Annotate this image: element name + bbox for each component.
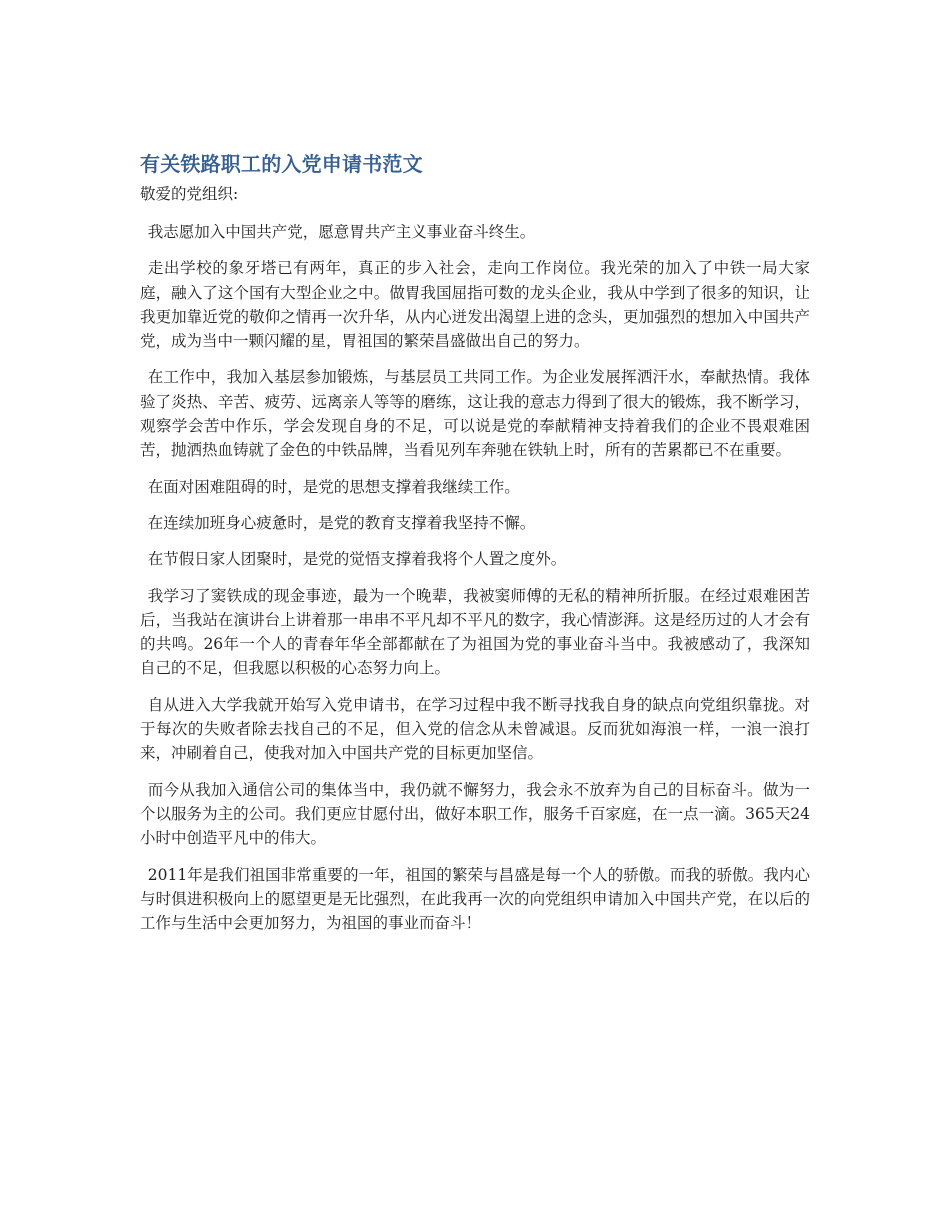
paragraph: 在工作中，我加入基层参加锻炼，与基层员工共同工作。为企业发展挥洒汗水，奉献热情。我体验了炎热、辛苦、疲劳、远离亲人等等的磨练，这让我的意志力得到了很大的锻炼，我不断学习，观察学会苦中作乐，学会发现自身的不足，可以说是党的奉献精神支持着我们的企业不畏艰难困苦，抛洒热血铸就了金色的中铁品牌，当看见列车奔驰在铁轨上时，所有的苦累都已不在重要。 xyxy=(140,368,810,460)
document-page xyxy=(140,148,810,947)
paragraph: 在面对困难阻碍的时，是党的思想支撑着我继续工作。 xyxy=(147,477,520,496)
paragraph: 2011年是我们祖国非常重要的一年，祖国的繁荣与昌盛是每一个人的骄傲。而我的骄傲。我内心与时俱进积极向上的愿望更是无比强烈，在此我再一次的向党组织申请加入中国共产党，在以后的工作与生活中会更加努力，为祖国的事业而奋斗！ xyxy=(140,865,810,933)
paragraph: 在连续加班身心疲惫时，是党的教育支撑着我坚持不懈。 xyxy=(147,513,536,532)
salutation: 敬爱的党组织: xyxy=(140,185,239,203)
paragraph: 自从进入大学我就开始写入党申请书，在学习过程中我不断寻找我自身的缺点向党组织靠拢。对于每次的失败者除去找自己的不足，但入党的信念从未曾减退。反而犹如海浪一样，一浪一浪打来，冲刷着自己，使我对加入中国共产党的目标更加坚信。 xyxy=(140,695,810,763)
paragraph: 而今从我加入通信公司的集体当中，我仍就不懈努力，我会永不放弃为自己的目标奋斗。做为一个以服务为主的公司。我们更应甘愿付出，做好本职工作，服务千百家庭，在一点一滴。365天24小时中创造平凡中的伟大。 xyxy=(140,780,810,848)
paragraph: 我学习了窦铁成的现金事迹，最为一个晚辈，我被窦师傅的无私的精神所折服。在经过艰难困苦后，当我站在演讲台上讲着那一串串不平凡却不平凡的数字，我心情澎湃。这是经历过的人才会有的共鸣。26年一个人的青春年华全部都献在了为祖国为党的事业奋斗当中。我被感动了，我深知自己的不足，但我愿以积极的心态努力向上。 xyxy=(140,586,810,678)
paragraph: 在节假日家人团聚时，是党的觉悟支撑着我将个人置之度外。 xyxy=(147,550,567,569)
paragraph: 我志愿加入中国共产党，愿意胃共产主义事业奋斗终生。 xyxy=(147,223,536,241)
document-title: 有关铁路职工的入党申请书范文 xyxy=(140,152,423,176)
paragraph: 走出学校的象牙塔已有两年，真正的步入社会，走向工作岗位。我光荣的加入了中铁一局大家庭，融入了这个国有大型企业之中。做胃我国屈指可数的龙头企业，我从中学到了很多的知识，让我更加靠近党的敬仰之情再一次升华，从内心迸发出渴望上进的念头，更加强烈的想加入中国共产党，成为当中一颗闪耀的星，胃祖国的繁荣昌盛做出自己的努力。 xyxy=(140,259,810,351)
